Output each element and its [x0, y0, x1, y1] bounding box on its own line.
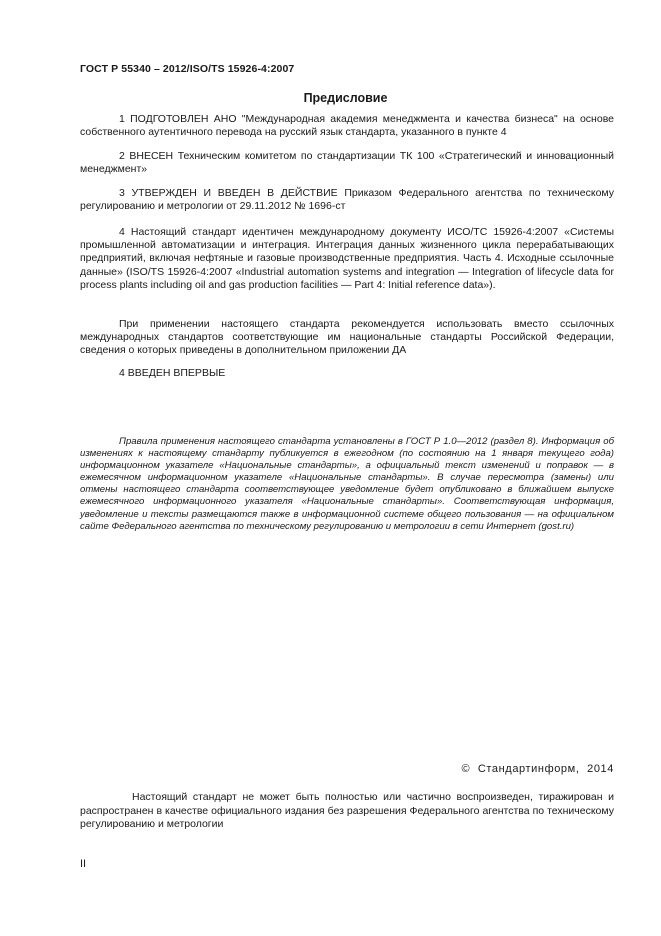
reproduction-restriction: Настоящий стандарт не может быть полностью или частично воспроизведен, тиражирован и распространен в качестве официального издания без разрешения Федерального агентства по техническому регулированию и метрологии: [80, 791, 614, 831]
paragraph-approved: 3 УТВЕРЖДЕН И ВВЕДЕН В ДЕЙСТВИЕ Приказом Федерального агентства по техническому регулированию и метрологии от 29.11.2012 № 1696-ст: [80, 187, 614, 213]
page-title: Предисловие: [303, 91, 388, 105]
paragraph-application: При применении настоящего стандарта рекомендуется использовать вместо ссылочных международных стандартов соответствующие им национальные стандарты Российской Федерации, сведения о которых приведены в дополнительном приложении ДА: [80, 318, 614, 357]
copyright-line: © Стандартинформ, 2014: [461, 763, 614, 775]
paragraph-prepared: 1 ПОДГОТОВЛЕН АНО "Международная академия менеджмента и качества бизнеса" на основе собственного аутентичного перевода на русский язык стандарта, указанного в пункте 4: [80, 113, 614, 139]
standard-header: ГОСТ Р 55340 – 2012/ISO/TS 15926-4:2007: [80, 63, 295, 75]
paragraph-introduced: 4 ВВЕДЕН ВПЕРВЫЕ: [119, 367, 226, 379]
rules-notice: Правила применения настоящего стандарта установлены в ГОСТ Р 1.0—2012 (раздел 8). Информация об изменениях к настоящему стандарту публикуется в ежегодном (по состоянию на 1 января текущего года) информационном указателе «Национальные стандарты», а официальный текст изменений и поправок — в ежемесячном информационном указателе «Национальные стандарты». В случае пересмотра (замены) или отмены настоящего стандарта соответствующее уведомление будет опубликовано в ближайшем выпуске ежемесячного информационного указателя «Национальные стандарты». Соответствующая информация, уведомление и тексты размещаются также в информационной системе общего пользования — на официальном сайте Федерального агентства по техническому регулированию и метрологии в сети Интернет (gost.ru): [80, 436, 614, 532]
paragraph-submitted: 2 ВНЕСЕН Техническим комитетом по стандартизации ТК 100 «Стратегический и инновационный менеджмент»: [80, 150, 614, 176]
paragraph-identical: 4 Настоящий стандарт идентичен международному документу ИСО/ТС 15926-4:2007 «Системы промышленной автоматизации и интеграция. Интеграция данных жизненного цикла перерабатывающих предприятий, включая нефтяные и газовые производственные предприятия. Часть 4. Исходные ссылочные данные» (ISO/TS 15926-4:2007 «Industrial automation systems and integration — Integration of lifecycle data for process plants including oil and gas production facilities — Part 4: Initial reference data»).: [80, 226, 614, 291]
page-number: II: [80, 858, 87, 870]
